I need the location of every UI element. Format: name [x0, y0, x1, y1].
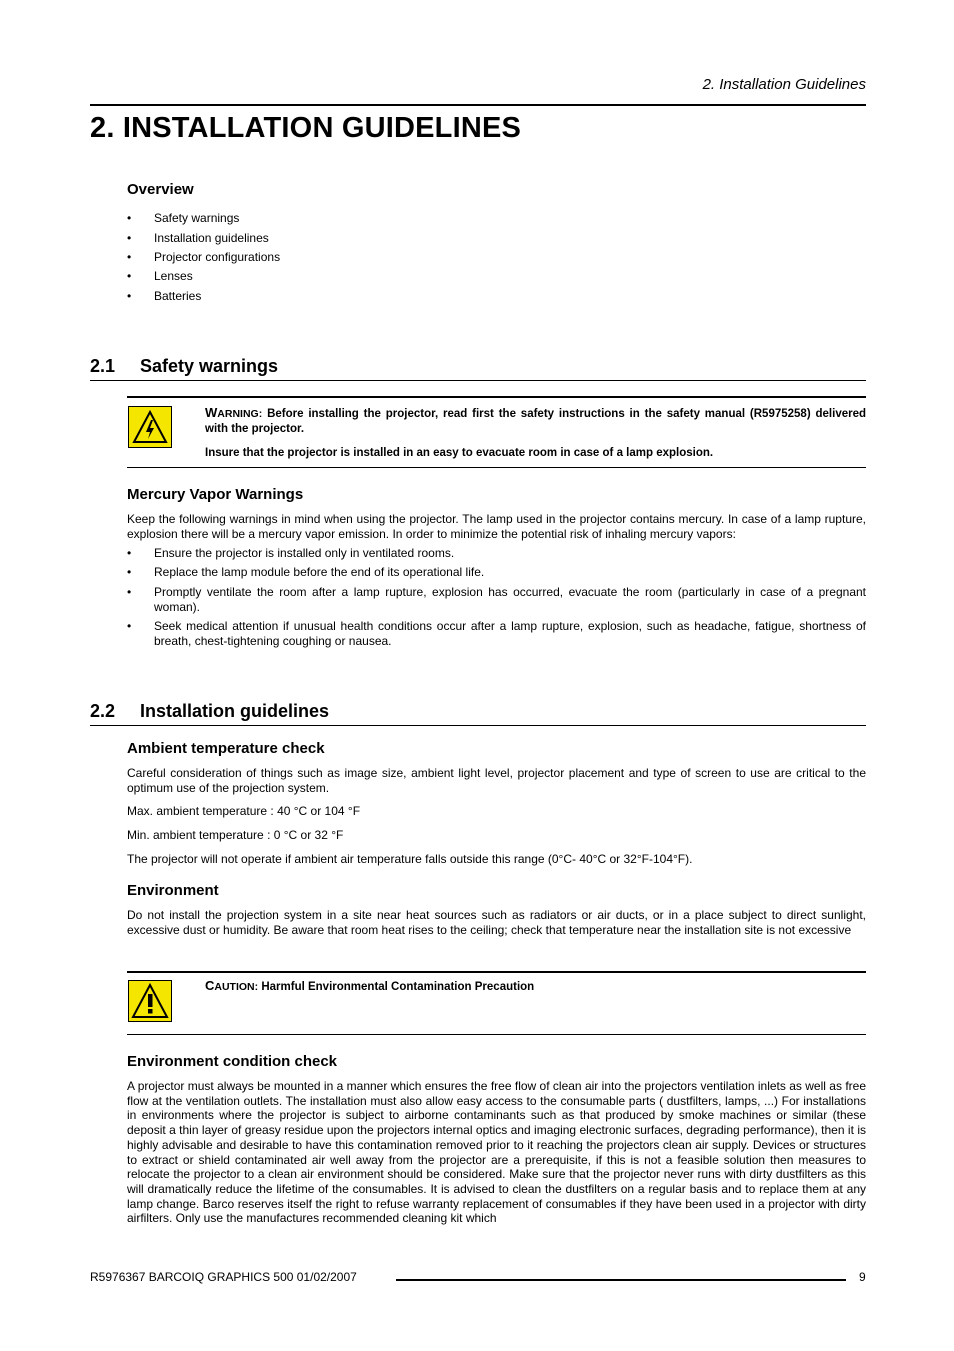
caution-exclamation-icon	[128, 980, 172, 1022]
section-rule	[90, 380, 866, 381]
section-heading-installation-guidelines: 2.2 Installation guidelines	[90, 701, 330, 721]
condition-paragraph: A projector must always be mounted in a manner which ensures the free flow of clean air into the projectors ventilation inlets as well as free flow at the ventilation outlets. The installation must also allow easy access to the consumable parts ( dustfilters, lamps, ...) For installations in environments where the projector is subject to airborne contaminants such as that produced by smoke machines or similar (these deposit a thin layer of greasy residue upon the projectors internal optics and imaging electronic surfaces, degrading performance), then it is highly advisable and desirable to have this contamination removed prior to it reaching the projectors clean air supply. Devices or structures to extract or shield contaminated air well away from the projector are a prerequisite, if this is not a feasible solution then measures to relocate the projector to a clean air environment should be considered. Make sure that the projector never runs with dirty dustfilters as this will dramatically reduce the lifetime of the consumables. It is advised to clean the dustfilters on a regular basis and to replace them at any lamp change. Barco reserves itself the right to refuse warranty replacement of consumables if they have been used in a projector with dirty airfilters. Only use the manufactures recommended cleaning kit which	[127, 1079, 866, 1226]
chapter-title: 2. INSTALLATION GUIDELINES	[90, 112, 522, 144]
warning-text: WARNING: Before installing the projector, read first the safety instructions in the safety manual (R5975258) delivered with the projector.	[205, 405, 867, 435]
page-number: 9	[859, 1270, 866, 1284]
environment-paragraph: Do not install the projection system in a site near heat sources such as radiators or air ducts, or in a place subject to direct sunlight, excessive dust or humidity. Be aware that room heat rises to the ceiling; check that temperature near the installation site is not excessive	[127, 908, 866, 937]
overview-heading: Overview	[127, 181, 194, 198]
section-heading-safety-warnings: 2.1 Safety warnings	[90, 356, 279, 376]
ambient-heading: Ambient temperature check	[127, 740, 325, 757]
ambient-paragraph: Careful consideration of things such as image size, ambient light level, projector placement and type of screen to use are critical to the optimum use of the projection system.	[127, 766, 866, 795]
warning-box-bottom-rule	[127, 467, 866, 468]
caution-text: CAUTION: Harmful Environmental Contamination Precaution	[205, 978, 535, 993]
max-temperature: Max. ambient temperature : 40 °C or 104 °F	[127, 804, 361, 818]
temperature-range-note: The projector will not operate if ambient air temperature falls outside this range (0°C- 40°C or 32°F-104°F).	[127, 852, 693, 866]
warning-text-evacuate: Insure that the projector is installed in an easy to evacuate room in case of a lamp explosion.	[205, 447, 714, 459]
mercury-heading: Mercury Vapor Warnings	[127, 486, 304, 503]
caution-box-bottom-rule	[127, 1034, 866, 1035]
high-voltage-warning-icon	[128, 406, 172, 448]
header-rule	[90, 104, 866, 106]
caution-box-top-rule	[127, 971, 866, 973]
footer-document-info: R5976367 BARCOIQ GRAPHICS 500 01/02/2007	[90, 1270, 357, 1284]
footer-rule	[396, 1279, 846, 1281]
running-header: 2. Installation Guidelines	[702, 76, 866, 93]
min-temperature: Min. ambient temperature : 0 °C or 32 °F	[127, 828, 344, 842]
section-rule	[90, 725, 866, 726]
warning-box-top-rule	[127, 396, 866, 398]
condition-heading: Environment condition check	[127, 1053, 338, 1070]
environment-heading: Environment	[127, 882, 219, 899]
mercury-intro: Keep the following warnings in mind when using the projector. The lamp used in the projector contains mercury. In case of a lamp rupture, explosion there will be a mercury vapor emission. In order to minimize the potential risk of inhaling mercury vapors:	[127, 512, 866, 541]
